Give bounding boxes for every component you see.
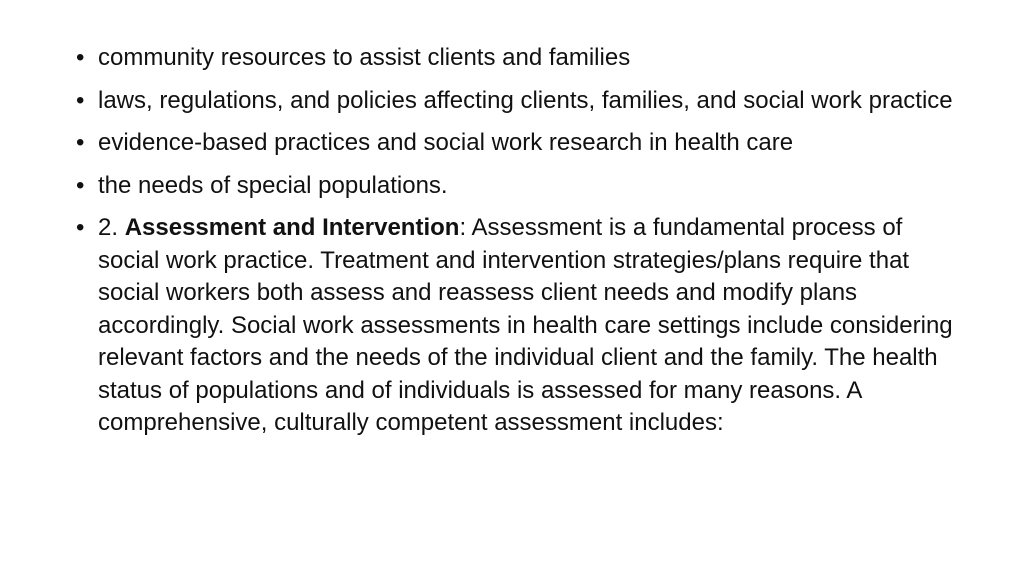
bullet-dot-icon: • — [76, 86, 85, 114]
bullet-dot-icon: • — [76, 129, 85, 156]
bullet-item-evidence-based — [76, 127, 956, 160]
bullet-prefix: 2. — [98, 214, 125, 241]
bullet-text: community resources to assist clients and families — [98, 44, 631, 71]
bullet-text: the needs of special populations. — [98, 171, 448, 199]
bullet-dot-icon: • — [76, 171, 85, 199]
bullet-text: : Assessment is a fundamental process of social work practice. Treatment and intervention strategies/plans require that social workers both assess and reassess client needs and modify plans accordingly. Social work assessments in health care settings include considering relevant factors and the needs of the individual client and the family. The health status of populations and of individuals is assessed for many reasons. A comprehensive, culturally competent assessment includes: — [98, 214, 953, 436]
bullet-item-laws-regulations — [76, 85, 956, 118]
section-heading: Assessment and Intervention — [124, 214, 460, 241]
bullet-list — [76, 42, 956, 450]
bullet-item-assessment-intervention — [76, 212, 956, 440]
bullet-text: evidence-based practices and social work research in health care — [98, 129, 794, 156]
bullet-dot-icon: • — [76, 44, 85, 71]
bullet-dot-icon: • — [76, 214, 85, 241]
bullet-item-community-resources — [76, 42, 956, 75]
bullet-item-special-populations — [76, 170, 956, 203]
bullet-text: laws, regulations, and policies affecting clients, families, and social work practice — [98, 86, 953, 114]
